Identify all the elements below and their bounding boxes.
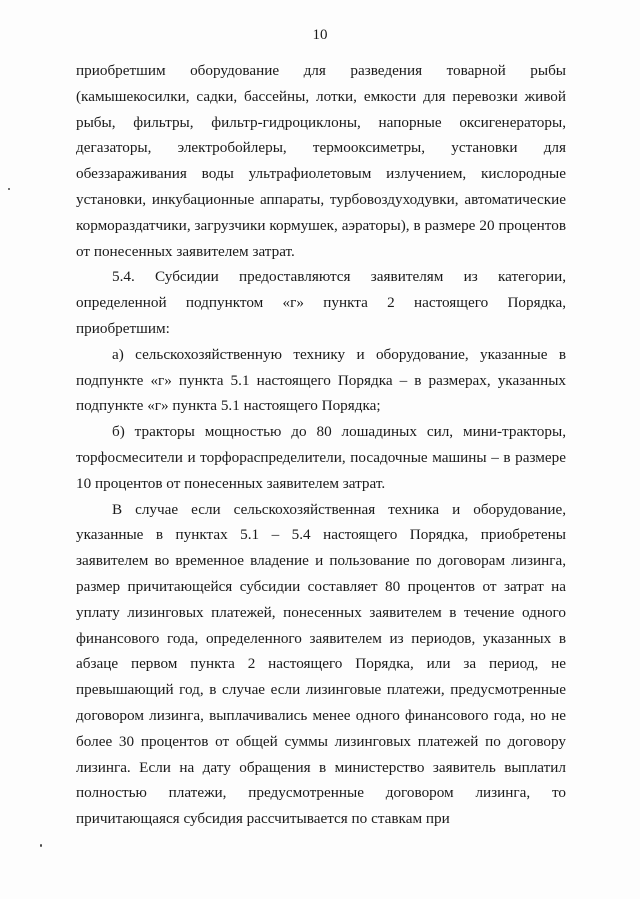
paragraph-equipment-fish: приобретшим оборудование для разведения товарной рыбы (камышекосилки, садки, бассейны, лотки, емкости для перевозки живой рыбы, фильтры, фильтр-гидроциклоны, напорные оксигенераторы, дегазаторы, электробойлеры, термооксиметры, установки для обеззараживания воды ультрафиолетовым излучением, кислородные установки, инкубационные аппараты, турбовоздуходувки, автоматические кормораздатчики, загрузчики кормушек, аэраторы), в размере 20 процентов от понесенных заявителем затрат. (76, 62, 566, 260)
scan-speck (40, 844, 42, 847)
scan-speck (8, 188, 10, 190)
document-body (76, 58, 566, 832)
paragraph-5-4-a: а) сельскохозяйственную технику и оборудование, указанные в подпункте «г» пункта 5.1 настоящего Порядка – в размерах, указанных подпункте «г» пункта 5.1 настоящего Порядка; (76, 345, 566, 415)
page-number: 10 (312, 27, 328, 43)
paragraph-5-4: 5.4. Субсидии предоставляются заявителям из категории, определенной подпунктом «г» пункта 2 настоящего Порядка, приобретшим: (76, 268, 566, 337)
paragraph-5-4-b: б) тракторы мощностью до 80 лошадиных сил, мини-тракторы, торфосмесители и торфораспределители, посадочные машины – в размере 10 процентов от понесенных заявителем затрат. (76, 423, 566, 492)
paragraph-leasing: В случае если сельскохозяйственная техника и оборудование, указанные в пунктах 5.1 – 5.4 настоящего Порядка, приобретены заявителем во временное владение и пользование по договорам лизинга, размер причитающейся субсидии составляет 80 процентов от затрат на уплату лизинговых платежей, понесенных заявителем в течение одного финансового года, определенного заявителем из периодов, указанных в абзаце первом пункта 2 настоящего Порядка, или за период, не превышающий год, в случае если лизинговые платежи, предусмотренные договором лизинга, выплачивались менее одного финансового года, но не более 30 процентов от общей суммы лизинговых платежей по договору лизинга. Если на дату обращения в министерство заявитель выплатил полностью платежи, предусмотренные договором лизинга, то причитающаяся субсидия рассчитывается по ставкам при (76, 500, 566, 828)
